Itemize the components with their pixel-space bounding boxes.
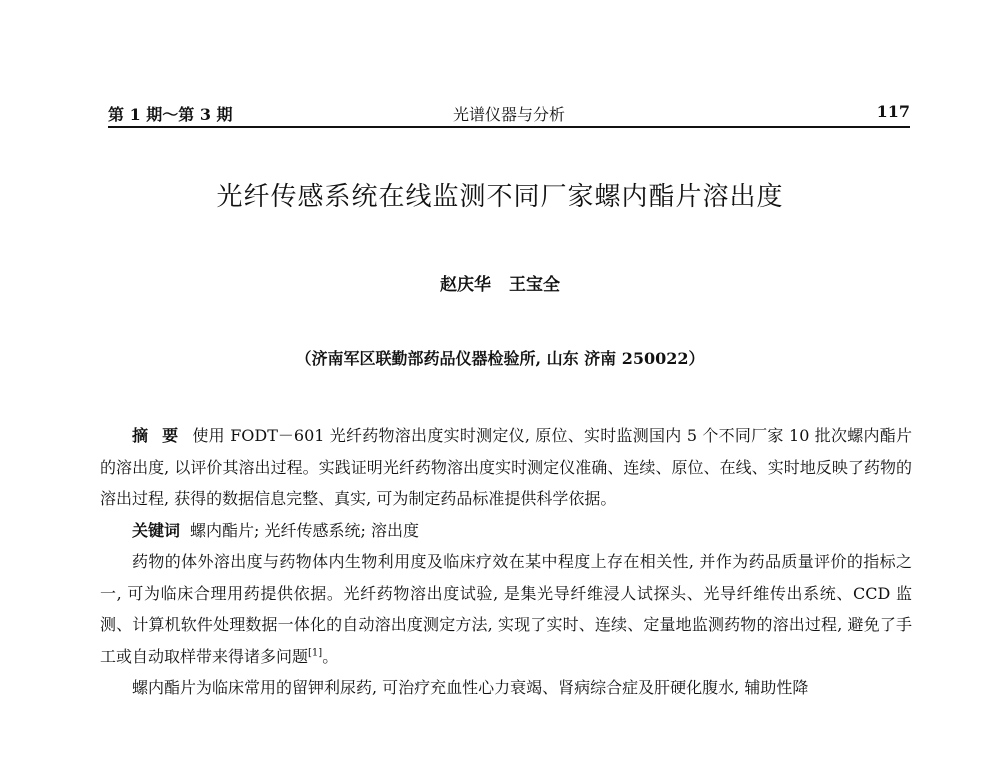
paragraph-text: 药物的体外溶出度与药物体内生物利用度及临床疗效在某中程度上存在相关性, 并作为药品质量评价的指标之一, 可为临床合理用药提供依据。光纤药物溶出度试验, 是集光导纤维浸人试探头、光导纤维传出系统、CCD 监测、计算机软件处理数据一体化的自动溶出度测定方法, 实现了实时、连续、定量地监测药物的溶出过程, 避免了手工或自动取样带来得诸多问题 <box>100 552 912 666</box>
paragraph-text: 螺内酯片为临床常用的留钾利尿药, 可治疗充血性心力衰竭、肾病综合症及肝硬化腹水, 辅助性降 <box>132 678 809 697</box>
journal-name: 光谱仪器与分析 <box>452 105 565 124</box>
article-title: 光纤传感系统在线监测不同厂家螺内酯片溶出度 <box>216 182 784 212</box>
keywords-label: 关键词 <box>132 520 181 540</box>
paragraph-end: 。 <box>322 646 339 666</box>
body-paragraph <box>100 546 912 672</box>
keywords-paragraph <box>100 515 912 547</box>
article-body <box>100 420 912 704</box>
running-header <box>108 100 910 128</box>
abstract-label: 摘 要 <box>132 426 183 445</box>
article-affiliation: （济南军区联勤部药品仪器检验所, 山东 济南 250022） <box>295 349 705 368</box>
keywords-text: 螺内酯片; 光纤传感系统; 溶出度 <box>190 520 419 540</box>
citation-ref[interactable]: [1] <box>308 647 323 659</box>
article-authors: 赵庆华 王宝全 <box>440 275 560 295</box>
issue-number: 第 1 期～第 3 期 <box>108 105 233 124</box>
body-paragraph <box>100 672 912 704</box>
page-number: 117 <box>876 102 910 121</box>
abstract-paragraph <box>100 420 912 515</box>
abstract-text: 使用 FODT－601 光纤药物溶出度实时测定仪, 原位、实时监测国内 5 个不同厂家 10 批次螺内酯片的溶出度, 以评价其溶出过程。实践证明光纤药物溶出度实时测定仪准确、连续、原位、在线、实时地反映了药物的溶出过程, 获得的数据信息完整、真实, 可为制定药品标准提供科学依据。 <box>100 426 912 508</box>
